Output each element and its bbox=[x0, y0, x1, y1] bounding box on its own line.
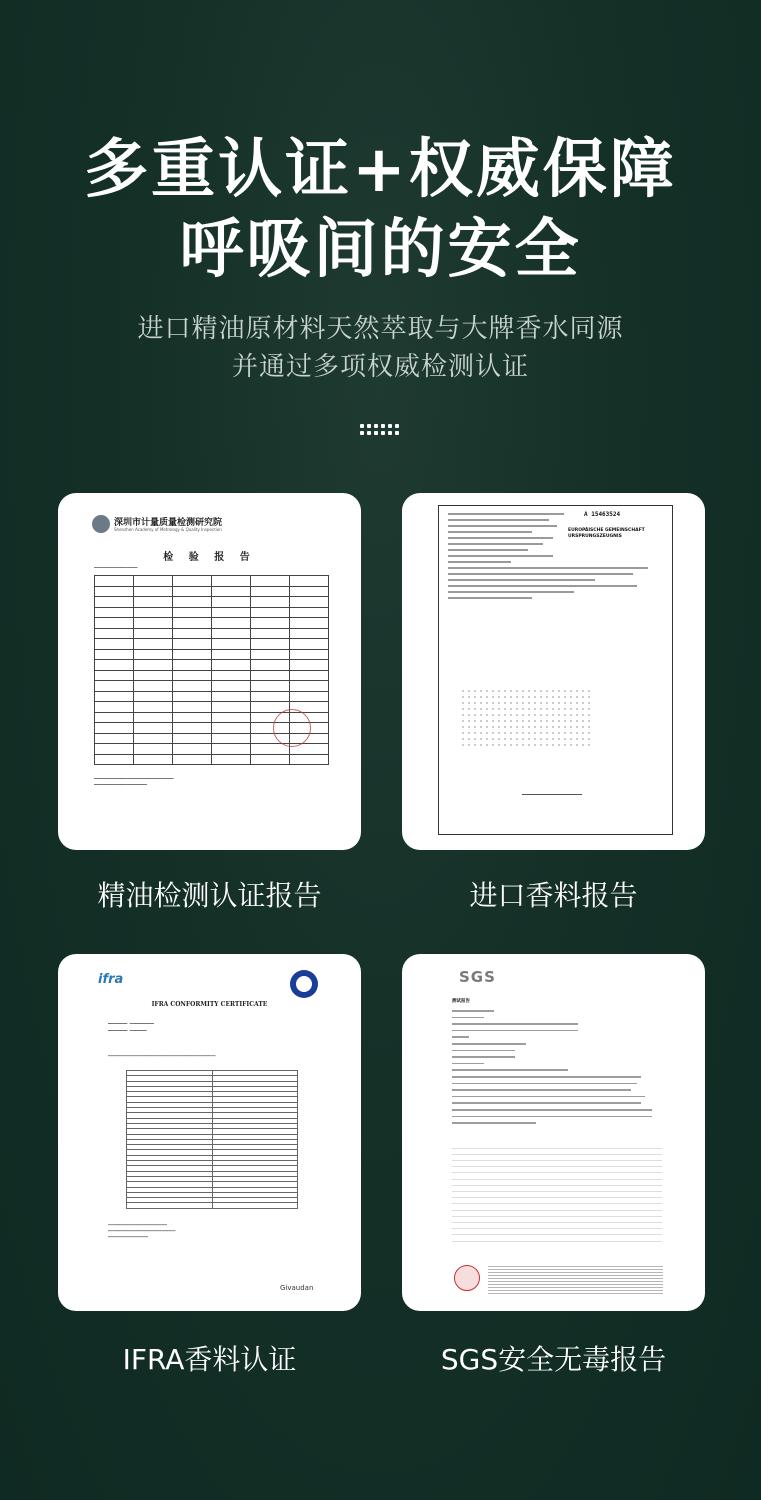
sgs-table bbox=[452, 1142, 662, 1242]
givaudan-logo: Givaudan bbox=[280, 1284, 314, 1292]
dotted-grid bbox=[460, 688, 590, 748]
signature-area bbox=[522, 773, 582, 795]
ifra-footer-text: ━━━━━━━━━━━━━━━━━━━━━━━━━━━━ ━━━━━━━━━━━━━━━━━━━━━━━━━━━━━━━━ ━━━━━━━━━━━━━━━━━━━ bbox=[108, 1223, 176, 1239]
red-stamp-icon bbox=[273, 709, 311, 747]
certificate-card-inspection-report[interactable] bbox=[58, 493, 361, 850]
certificate-number: A 15463524 bbox=[584, 511, 621, 518]
institute-name-en: Shenzhen Academy of Metrology & Quality Inspection bbox=[114, 527, 222, 532]
ifra-meta: ━━━━━━━━ ━━━━━━━━━━ ━━━━━━━━ ━━━━━━━ bbox=[108, 1021, 154, 1033]
red-seal-icon bbox=[454, 1265, 480, 1291]
sgs-text-lines bbox=[452, 1010, 662, 1129]
sgs-footer-text bbox=[488, 1266, 663, 1294]
institute-name: 深圳市计量质量检测研究院 bbox=[114, 518, 223, 528]
blue-circle-logo-icon bbox=[290, 970, 318, 998]
ifra-logo: ifra bbox=[98, 972, 124, 987]
form-title-2: URSPRUNGSZEUGNIS bbox=[568, 534, 622, 539]
sgs-logo: SGS bbox=[459, 968, 496, 986]
ifra-title: IFRA CONFORMITY CERTIFICATE bbox=[151, 1001, 268, 1008]
ifra-table bbox=[126, 1070, 298, 1209]
report-heading: 检 验 报 告 bbox=[163, 552, 256, 563]
sgs-heading: 测试报告 bbox=[452, 999, 470, 1004]
form-title-1: EUROPÄISCHE GEMEINSCHAFT bbox=[568, 528, 645, 533]
caption-sgs: SGS安全无毒报告 bbox=[440, 1343, 667, 1376]
subtitle-line-2: 并通过多项权威检测认证 bbox=[231, 352, 529, 382]
ifra-paragraph: ━━━━━━━━━━━━━━━━━━━━━━━━━━━━━━━━━━━━━━━━━━━━━━━━━━━ bbox=[108, 1054, 216, 1058]
headline-line-1: 多重认证+权威保障 bbox=[84, 133, 677, 207]
form-title-block bbox=[568, 527, 664, 539]
headline-line-2: 呼吸间的安全 bbox=[179, 213, 582, 287]
subtitle-line-1: 进口精油原材料天然萃取与大牌香水同源 bbox=[137, 314, 624, 344]
institute-logo-icon bbox=[92, 515, 110, 533]
report-notes: ━━━━━━━━━━━━━━━━━━━━━━━━━━━━━━━━━ ━━━━━━━━━━━━━━━━━━━━━━ bbox=[94, 776, 174, 787]
certificate-card-import-fragrance[interactable] bbox=[402, 493, 705, 850]
certificate-card-sgs[interactable] bbox=[402, 954, 705, 1311]
report-meta: ━━━━━━━━━━━━━━━━━━ bbox=[94, 565, 138, 570]
certificate-card-ifra[interactable] bbox=[58, 954, 361, 1311]
dots-divider-icon bbox=[360, 424, 402, 438]
caption-import-fragrance: 进口香料报告 bbox=[469, 879, 638, 912]
caption-inspection-report: 精油检测认证报告 bbox=[97, 879, 322, 912]
caption-ifra: IFRA香料认证 bbox=[122, 1343, 297, 1376]
